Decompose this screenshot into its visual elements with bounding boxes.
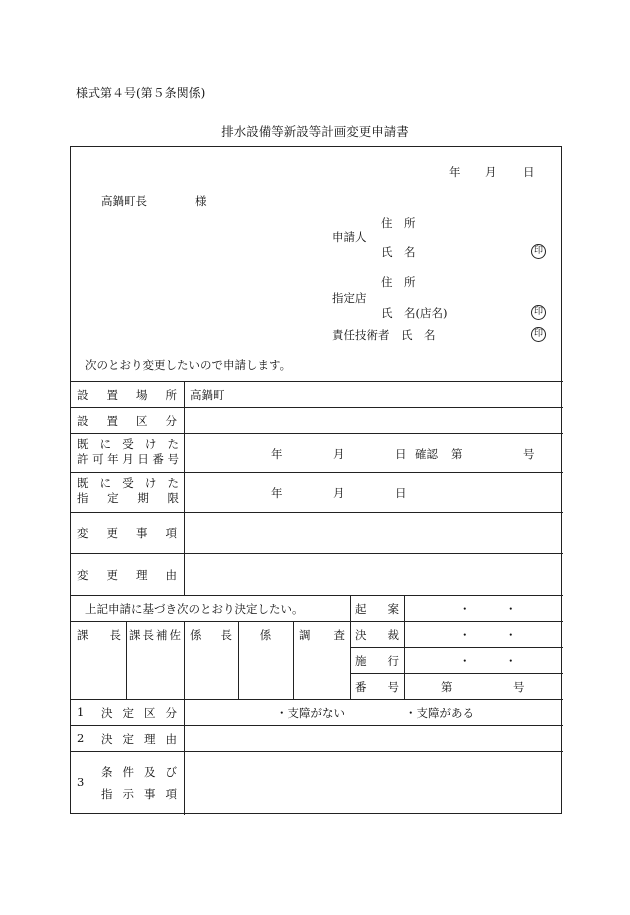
draft-dots: ・ ・ xyxy=(459,602,517,616)
result-label xyxy=(101,705,177,721)
store-name-label: 氏 名(店名) xyxy=(381,306,448,320)
cond-label-line2: 指 示 事 項 xyxy=(101,787,177,801)
seal-icon: 印 xyxy=(531,305,546,320)
confirm-dai: 第 xyxy=(451,447,463,461)
location-label-text: 設 置 場 所 xyxy=(77,388,177,402)
period-month: 月 xyxy=(333,486,345,500)
cond-label-line1: 条 件 及 び xyxy=(101,765,177,779)
staff-subchief-text: 係 長 xyxy=(190,628,232,642)
staff-subchief xyxy=(190,627,232,643)
result-num: 1 xyxy=(77,705,85,719)
enforce-label xyxy=(355,653,399,669)
permit-month: 月 xyxy=(333,447,345,461)
reason-num: 2 xyxy=(77,731,85,745)
location-label xyxy=(77,387,177,403)
staff-chief xyxy=(77,627,121,643)
addressee: 高鍋町長 xyxy=(101,194,147,208)
approval-label xyxy=(355,627,399,643)
number-go: 号 xyxy=(513,680,525,694)
honorific: 様 xyxy=(195,194,207,208)
enforce-dots: ・ ・ xyxy=(459,654,517,668)
draft-label xyxy=(355,601,399,617)
period-label-line1: 既 に 受 け た xyxy=(77,476,179,490)
change-items-label-text: 変 更 事 項 xyxy=(77,526,177,540)
request-sentence: 次のとおり変更したいので申請します。 xyxy=(85,358,292,372)
cond-num: 3 xyxy=(77,775,85,789)
number-label xyxy=(355,679,399,695)
result-label-text: 決 定 区 分 xyxy=(101,706,177,720)
seal-icon: 印 xyxy=(531,327,546,342)
store-address-label: 住 所 xyxy=(381,275,416,289)
change-reason-label xyxy=(77,567,177,583)
applicant-name-label: 氏 名 xyxy=(381,245,416,259)
application-form-table xyxy=(70,146,562,814)
change-items-label xyxy=(77,525,177,541)
staff-deputy-text: 課 長 補 佐 xyxy=(129,628,181,642)
staff-deputy xyxy=(129,627,181,643)
engineer-name-label: 氏 名 xyxy=(401,328,436,342)
staff-survey xyxy=(299,627,345,643)
applicant-address-label: 住 所 xyxy=(381,216,416,230)
decision-sentence: 上記申請に基づき次のとおり決定したい。 xyxy=(85,602,304,616)
date-day: 日 xyxy=(523,165,535,179)
permit-label-line1: 既 に 受 け た xyxy=(77,437,179,451)
reason-label-text: 決 定 理 由 xyxy=(101,732,177,746)
form-number: 様式第４号(第５条関係) xyxy=(76,86,206,100)
number-label-text: 番 号 xyxy=(355,680,399,694)
period-day: 日 xyxy=(395,486,407,500)
permit-label-line2: 許 可 年 月 日 番 号 xyxy=(77,452,179,466)
staff-clerk: 係 xyxy=(259,628,272,642)
location-value: 高鍋町 xyxy=(190,388,225,402)
date-month: 月 xyxy=(485,165,497,179)
enforce-label-text: 施 行 xyxy=(355,654,399,668)
option-no-issue: ・支障がない xyxy=(276,706,345,720)
store-label: 指定店 xyxy=(332,291,367,305)
period-label xyxy=(77,476,179,506)
number-dai: 第 xyxy=(441,680,453,694)
staff-survey-text: 調 査 xyxy=(299,628,345,642)
confirm-label: 確認 xyxy=(415,447,438,461)
period-label-line2: 指 定 期 限 xyxy=(77,491,179,505)
category-label xyxy=(77,413,177,429)
approval-dots: ・ ・ xyxy=(459,628,517,642)
staff-chief-text: 課 長 xyxy=(77,628,121,642)
date-year: 年 xyxy=(449,165,461,179)
change-reason-label-text: 変 更 理 由 xyxy=(77,568,177,582)
reason-label xyxy=(101,731,177,747)
form-title: 排水設備等新設等計画変更申請書 xyxy=(221,124,409,139)
approval-label-text: 決 裁 xyxy=(355,628,399,642)
category-label-text: 設 置 区 分 xyxy=(77,414,177,428)
cond-label xyxy=(101,761,177,805)
permit-day: 日 xyxy=(395,447,407,461)
seal-icon: 印 xyxy=(531,244,546,259)
permit-year: 年 xyxy=(271,447,283,461)
engineer-label: 責任技術者 xyxy=(332,328,390,342)
permit-label xyxy=(77,437,179,467)
option-issue: ・支障がある xyxy=(405,706,474,720)
draft-label-text: 起 案 xyxy=(355,602,399,616)
confirm-go: 号 xyxy=(523,447,535,461)
applicant-label: 申請人 xyxy=(332,230,367,244)
period-year: 年 xyxy=(271,486,283,500)
